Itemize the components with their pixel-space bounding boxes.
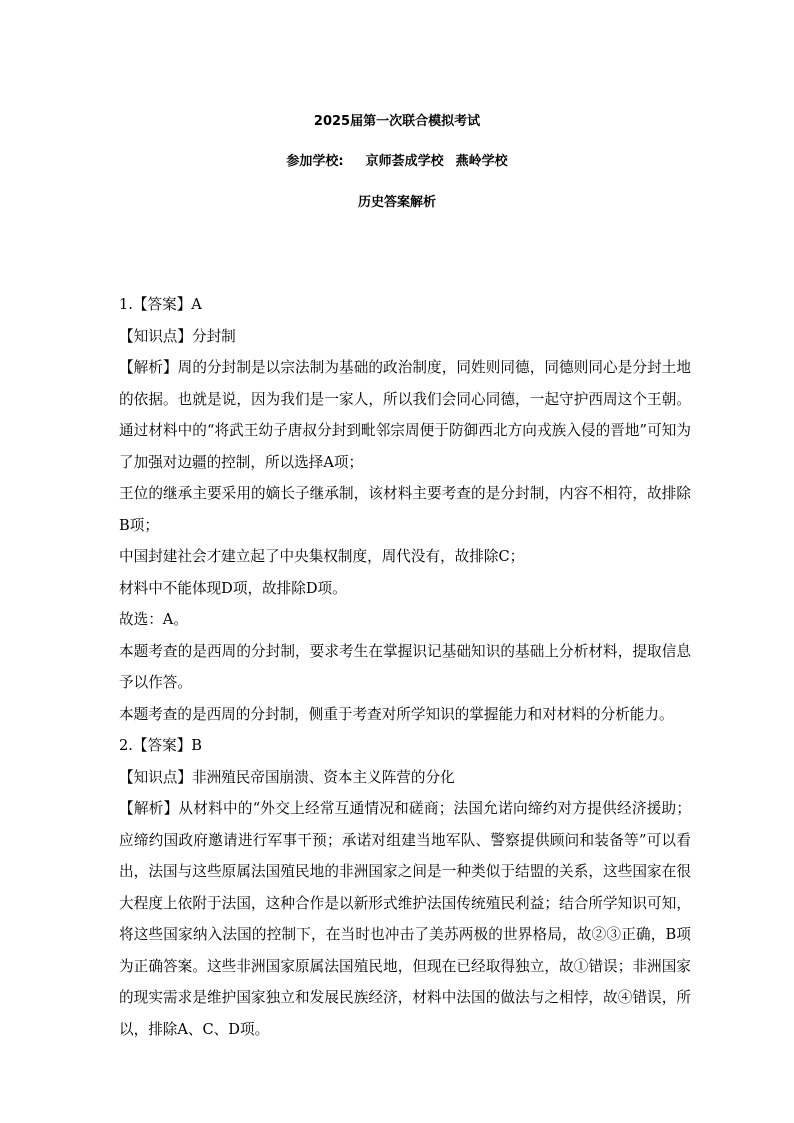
q1-answer: 1.【答案】A (119, 296, 202, 313)
q1-option-d: 材料中不能体现D项，故排除D项。 (119, 579, 347, 597)
q1-note-1: 本题考查的是西周的分封制，要求考生在掌握识记基础知识的基础上分析材料，提取信息予以作答。 (119, 642, 691, 691)
participating-schools (0, 150, 794, 169)
participating-label: 参加学校: (286, 154, 344, 169)
q1-option-c: 中国封建社会才建立起了中央集权制度，周代没有，故排除C； (119, 548, 525, 565)
school-name-2: 燕岭学校 (455, 154, 508, 169)
q1-knowledge-point: 【知识点】分封制 (119, 327, 236, 345)
q1-choice: 故选：A。 (119, 611, 188, 628)
q2-analysis: 【解析】从材料中的“外交上经常互通情况和磋商；法国允诺向缔约对方提供经济援助；应缔约国政府邀请进行军事干预；承诺对组建当地军队、警察提供顾问和装备等”可以看出，法国与这些原属法国殖民地的非洲国家之间是一种类似于结盟的关系，这些国家在很大程度上依附于法国，这种合作是以新形式维护法国传统殖民利益；结合所学知识可知，将这些国家纳入法国的控制下，在当时也冲击了美苏两极的世界格局，故②③正确，B项为正确答案。这些非洲国家原属法国殖民地，但现在已经取得独立，故①错误；非洲国家的现实需求是维护国家独立和发展民族经济，材料中法国的做法与之相悖，故④错误，所以，排除A、C、D项。 (119, 800, 691, 1038)
q1-analysis: 【解析】周的分封制是以宗法制为基础的政治制度，同姓则同德，同德则同心是分封土地的依据。也就是说，因为我们是一家人，所以我们会同心同德，一起守护西周这个王朝。通过材料中的“将武王幼子唐叔分封到毗邻宗周便于防御西北方向戎族入侵的晋地”可知为了加强对边疆的控制，所以选择A项； (119, 359, 691, 471)
q2-answer: 2.【答案】B (119, 737, 203, 754)
q1-option-b: 王位的继承主要采用的嫡长子继承制，该材料主要考查的是分封制，内容不相符，故排除B项； (119, 485, 691, 534)
answer-body (119, 289, 691, 1045)
q2-knowledge-point: 【知识点】非洲殖民帝国崩溃、资本主义阵营的分化 (119, 768, 455, 786)
school-name-1: 京师荟成学校 (365, 154, 444, 169)
q1-note-2: 本题考查的是西周的分封制，侧重于考查对所学知识的掌握能力和对材料的分析能力。 (119, 705, 674, 723)
subject-title: 历史答案解析 (357, 195, 436, 210)
exam-title: 2025届第一次联合模拟考试 (313, 114, 481, 129)
